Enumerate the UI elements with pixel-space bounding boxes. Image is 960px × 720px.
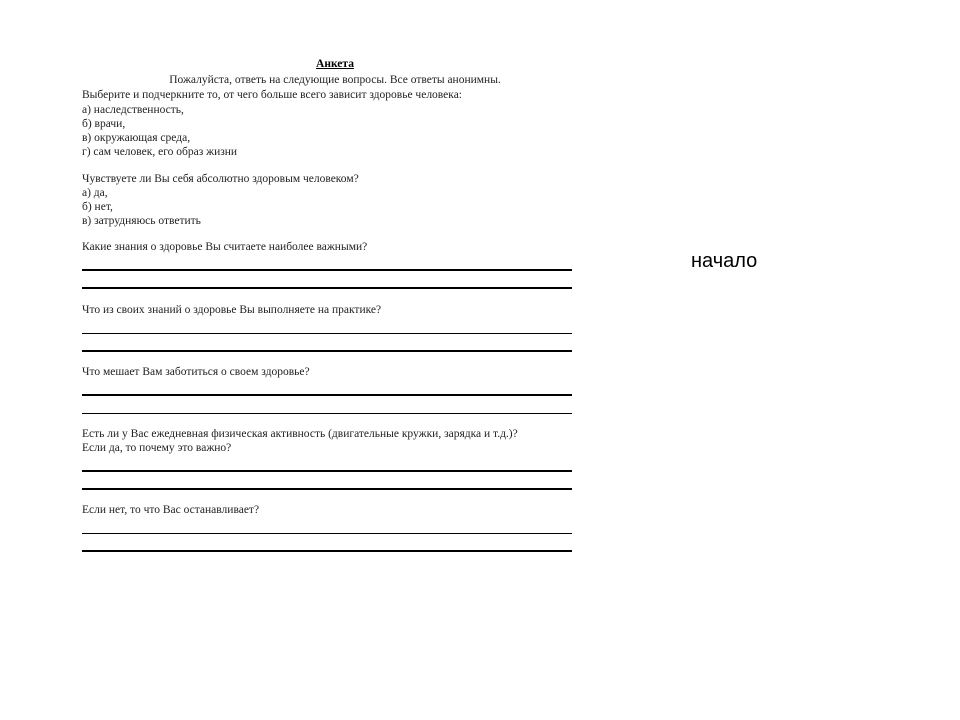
answer-line [82, 269, 572, 271]
answer-line [82, 394, 572, 396]
answer-line [82, 333, 572, 334]
option: б) нет, [82, 201, 113, 213]
question-6: Есть ли у Вас ежедневная физическая активность (двигательные кружки, зарядка и т.д.)? [82, 428, 518, 440]
question-5: Что мешает Вам заботиться о своем здоровье? [82, 366, 310, 378]
answer-line [82, 488, 572, 490]
answer-line [82, 413, 572, 414]
option: а) да, [82, 187, 108, 199]
answer-line [82, 533, 572, 534]
question-6-followup: Если да, то почему это важно? [82, 442, 232, 454]
form-intro: Пожалуйста, ответь на следующие вопросы. Все ответы анонимны. [169, 74, 501, 86]
question-2: Чувствуете ли Вы себя абсолютно здоровым человеком? [82, 173, 359, 185]
option: в) затрудняюсь ответить [82, 215, 201, 227]
form-title: Анкета [316, 58, 354, 70]
option: а) наследственность, [82, 104, 184, 116]
answer-line [82, 470, 572, 472]
question-7: Если нет, то что Вас останавливает? [82, 504, 260, 516]
question-1: Выберите и подчеркните то, от чего больше всего зависит здоровье человека: [82, 89, 462, 101]
slide-label: начало [691, 250, 758, 272]
option: в) окружающая среда, [82, 132, 191, 144]
option: г) сам человек, его образ жизни [82, 146, 238, 158]
option: б) врачи, [82, 118, 126, 130]
question-4: Что из своих знаний о здоровье Вы выполняете на практике? [82, 304, 382, 316]
question-3: Какие знания о здоровье Вы считаете наиболее важными? [82, 241, 368, 253]
answer-line [82, 350, 572, 352]
answer-line [82, 550, 572, 552]
answer-line [82, 287, 572, 289]
